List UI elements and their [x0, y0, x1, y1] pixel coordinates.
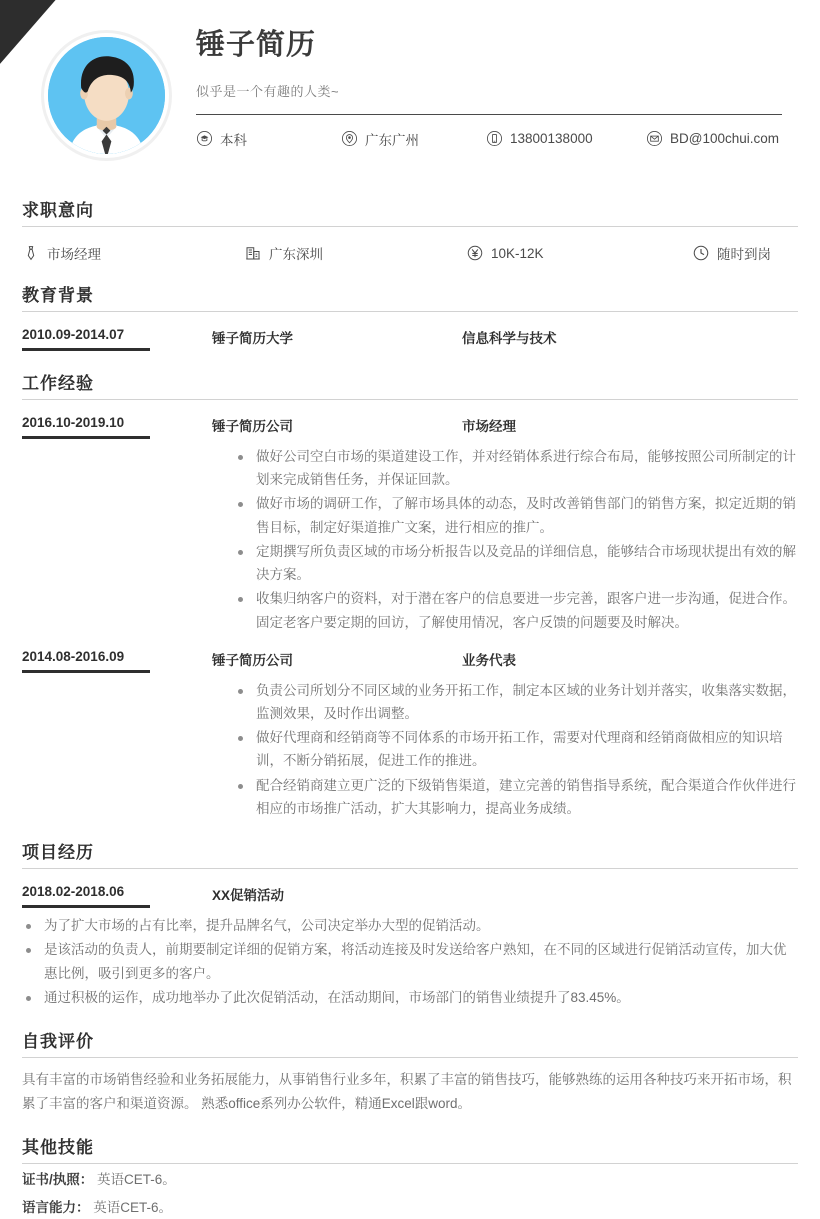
page-title: 锤子简历 [196, 29, 317, 61]
work-entry-company: 锤子简历公司 [212, 652, 293, 668]
education-entry-school: 锤子简历大学 [212, 331, 293, 346]
contact-location-label: 广东广州 [365, 132, 419, 148]
list-item: 做好公司空白市场的渠道建设工作，并对经销体系进行综合布局，能够按照公司所制定的计划来完成销售任务，并保证回款。 [234, 445, 798, 491]
header-divider [196, 114, 782, 115]
intention-city [244, 243, 466, 263]
header-main [196, 28, 798, 149]
resume-body [0, 196, 820, 1219]
section-title-intention: 求职意向 [22, 201, 94, 220]
intention-salary-label: 10K-12K [491, 245, 544, 261]
section-education [22, 281, 798, 312]
header-tagline: 似乎是一个有趣的人类~ [196, 83, 340, 99]
project-entry-bullets [22, 914, 798, 1009]
work-entry-company: 锤子简历公司 [212, 419, 293, 434]
work-entry-date: 2016.10-2019.10 [22, 415, 212, 439]
section-rule [22, 1163, 798, 1164]
work-entry [22, 649, 798, 673]
skill-row-certificate [22, 1168, 798, 1192]
intention-position-label: 市场经理 [47, 247, 101, 262]
section-title-self-evaluation: 自我评价 [22, 1031, 94, 1051]
work-entry-bullets [234, 679, 798, 820]
intention-salary [466, 244, 692, 262]
skill-value-language: 英语CET-6。 [93, 1199, 173, 1215]
list-item: 是该活动的负责人，前期要制定详细的促销方案，将活动连接及时发送给客户熟知，在不同的区域进行促销活动宣传，加大优惠比例，吸引到更多的客户。 [22, 938, 798, 984]
graduation-cap-icon [196, 130, 213, 147]
intention-row [22, 243, 798, 263]
yuan-icon [466, 244, 484, 262]
section-work [22, 369, 798, 400]
section-title-other-skills: 其他技能 [22, 1138, 94, 1158]
list-item: 做好市场的调研工作，了解市场具体的动态，及时改善销售部门的销售方案，拟定近期的销售目标，制定好渠道推广文案，进行相应的推广。 [234, 492, 798, 538]
project-entry [22, 884, 798, 908]
skill-value-certificate: 英语CET-6。 [97, 1172, 176, 1188]
section-project [22, 838, 798, 869]
section-rule [22, 399, 798, 400]
skill-label-certificate: 证书/执照： [22, 1172, 94, 1188]
avatar [44, 33, 169, 158]
section-self-evaluation [22, 1027, 798, 1058]
work-entry-date: 2014.08-2016.09 [22, 649, 212, 673]
contact-education-label: 本科 [220, 132, 247, 148]
project-entry-date: 2018.02-2018.06 [22, 884, 212, 908]
section-rule [22, 226, 798, 227]
list-item: 配合经销商建立更广泛的下级销售渠道，建立完善的销售指导系统，配合渠道合作伙伴进行相应的市场推广活动，扩大其影响力，提高业务成绩。 [234, 774, 798, 820]
section-title-work: 工作经验 [22, 374, 94, 393]
location-pin-icon [341, 130, 358, 147]
list-item: 做好代理商和经销商等不同体系的市场开拓工作，需要对代理商和经销商做相应的知识培训，不断分销拓展，促进工作的推进。 [234, 726, 798, 772]
intention-position [22, 243, 244, 263]
list-item: 通过积极的运作，成功地举办了此次促销活动，在活动期间，市场部门的销售业绩提升了83.45%。 [22, 986, 798, 1009]
section-rule [22, 1057, 798, 1058]
contact-phone [486, 130, 646, 147]
intention-availability-label: 随时到岗 [717, 247, 771, 262]
intention-city-label: 广东深圳 [269, 247, 323, 262]
intention-availability [692, 243, 771, 263]
work-entry-role: 市场经理 [462, 419, 516, 434]
contact-phone-label: 13800138000 [510, 131, 593, 147]
education-entry-date: 2010.09-2014.07 [22, 327, 212, 351]
contact-email-label: BD@100chui.com [670, 131, 780, 147]
resume-header [0, 0, 820, 178]
section-rule [22, 311, 798, 312]
contact-row [196, 129, 782, 149]
work-entry [22, 415, 798, 439]
education-entry [22, 327, 798, 351]
clock-icon [692, 244, 710, 262]
envelope-icon [646, 130, 663, 147]
necktie-icon [22, 244, 40, 262]
section-rule [22, 868, 798, 869]
list-item: 负责公司所划分不同区域的业务开拓工作，制定本区域的业务计划并落实，收集落实数据，监测效果，及时作出调整。 [234, 679, 798, 725]
avatar-person-illustration [48, 37, 165, 154]
project-entry-name: XX促销活动 [212, 888, 285, 904]
phone-icon [486, 130, 503, 147]
skill-row-language [22, 1196, 798, 1219]
section-intention [22, 196, 798, 227]
education-entry-major: 信息科学与技术 [462, 331, 557, 346]
work-entry-bullets [234, 445, 798, 634]
avatar-image [48, 37, 165, 154]
contact-education [196, 129, 341, 149]
list-item: 定期撰写所负责区域的市场分析报告以及竞品的详细信息，能够结合市场现状提出有效的解决方案。 [234, 540, 798, 586]
section-title-project: 项目经历 [22, 843, 94, 863]
skill-label-language: 语言能力： [22, 1199, 90, 1215]
list-item: 收集归纳客户的资料，对于潜在客户的信息要进一步完善，跟客户进一步沟通，促进合作。固定老客户要定期的回访，了解使用情况，客户反馈的问题要及时解决。 [234, 587, 798, 633]
contact-location [341, 129, 486, 149]
list-item: 为了扩大市场的占有比率，提升品牌名气，公司决定举办大型的促销活动。 [22, 914, 798, 937]
section-title-education: 教育背景 [22, 286, 94, 305]
self-evaluation-text: 具有丰富的市场销售经验和业务拓展能力，从事销售行业多年，积累了丰富的销售技巧，能够熟练的运用各种技巧来开拓市场，积累了丰富的客户和渠道资源。 熟悉office系列办公软件，精通Excel跟word。 [22, 1071, 792, 1111]
work-entry-role: 业务代表 [462, 652, 516, 668]
building-icon [244, 244, 262, 262]
contact-email [646, 130, 779, 147]
